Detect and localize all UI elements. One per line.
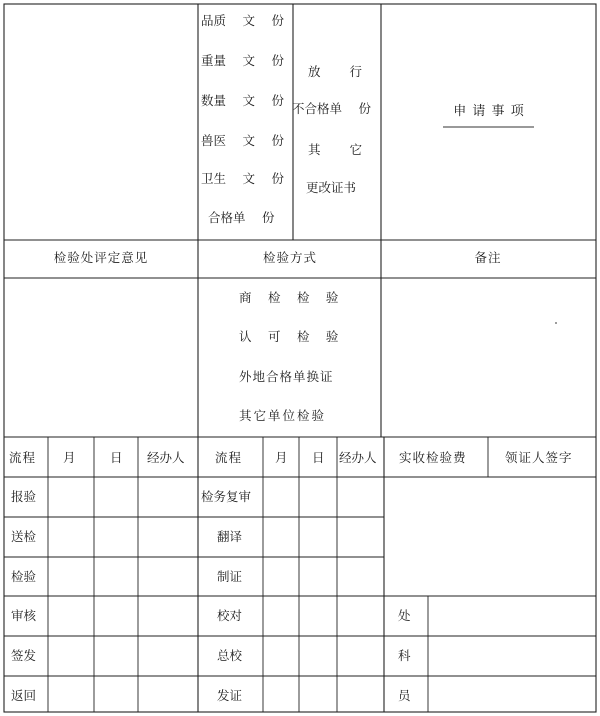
flow-header-flow-2: 流程: [215, 450, 243, 465]
header-opinion: 检验处评定意见: [53, 250, 149, 265]
flow-header-day-2: 日: [312, 450, 325, 465]
flow-header-month-2: 月: [275, 450, 288, 465]
flow-header-signature: 领证人签字: [505, 450, 573, 465]
label-section: 科: [398, 648, 411, 663]
release-unqualified: 不合格单 份: [292, 101, 371, 116]
copies-hygiene: 卫生 文 份: [201, 171, 284, 186]
copies-qualified: 合格单 份: [208, 210, 275, 225]
method-other-unit: 其它单位检验: [239, 408, 327, 423]
flow-header-fee: 实收检验费: [399, 450, 467, 465]
flow-header-day-1: 日: [110, 450, 123, 465]
flow-step-final-check: 总校: [217, 648, 243, 663]
release-other: 其 它: [308, 142, 362, 157]
method-accredited-inspection: 认 可 检 验: [239, 329, 339, 344]
flow-step-send: 送检: [11, 529, 37, 544]
flow-step-make-certificate: 制证: [217, 569, 243, 584]
release-pass: 放 行: [308, 64, 362, 79]
flow-step-report: 报验: [11, 489, 37, 504]
flow-step-inspect: 检验: [11, 569, 37, 584]
flow-step-issue: 签发: [11, 648, 37, 663]
method-other-region-exchange: 外地合格单换证: [239, 369, 334, 384]
method-commodity-inspection: 商 检 检 验: [239, 290, 339, 305]
release-change-certificate: 更改证书: [306, 180, 357, 195]
flow-header-flow-1: 流程: [9, 450, 37, 465]
copies-veterinary: 兽医 文 份: [201, 133, 284, 148]
flow-header-handler-2: 经办人: [339, 450, 377, 465]
flow-step-recheck: 检务复审: [201, 489, 252, 504]
header-remarks: 备注: [474, 250, 502, 265]
label-staff: 员: [398, 688, 411, 703]
flow-header-month-1: 月: [63, 450, 76, 465]
copies-quantity: 数量 文 份: [201, 93, 284, 108]
label-office: 处: [398, 608, 411, 623]
copies-weight: 重量 文 份: [201, 53, 284, 68]
application-title: 申 请 事 项: [453, 104, 525, 119]
flow-step-return: 返回: [11, 688, 37, 703]
flow-step-review: 审核: [11, 608, 37, 623]
flow-step-proofread: 校对: [217, 608, 243, 623]
header-method: 检验方式: [262, 250, 318, 265]
flow-step-issue-certificate: 发证: [217, 688, 243, 703]
flow-header-handler-1: 经办人: [147, 450, 185, 465]
copies-quality: 品质 文 份: [201, 13, 284, 28]
remarks-speck: [555, 322, 557, 324]
flow-step-translate: 翻译: [217, 529, 243, 544]
